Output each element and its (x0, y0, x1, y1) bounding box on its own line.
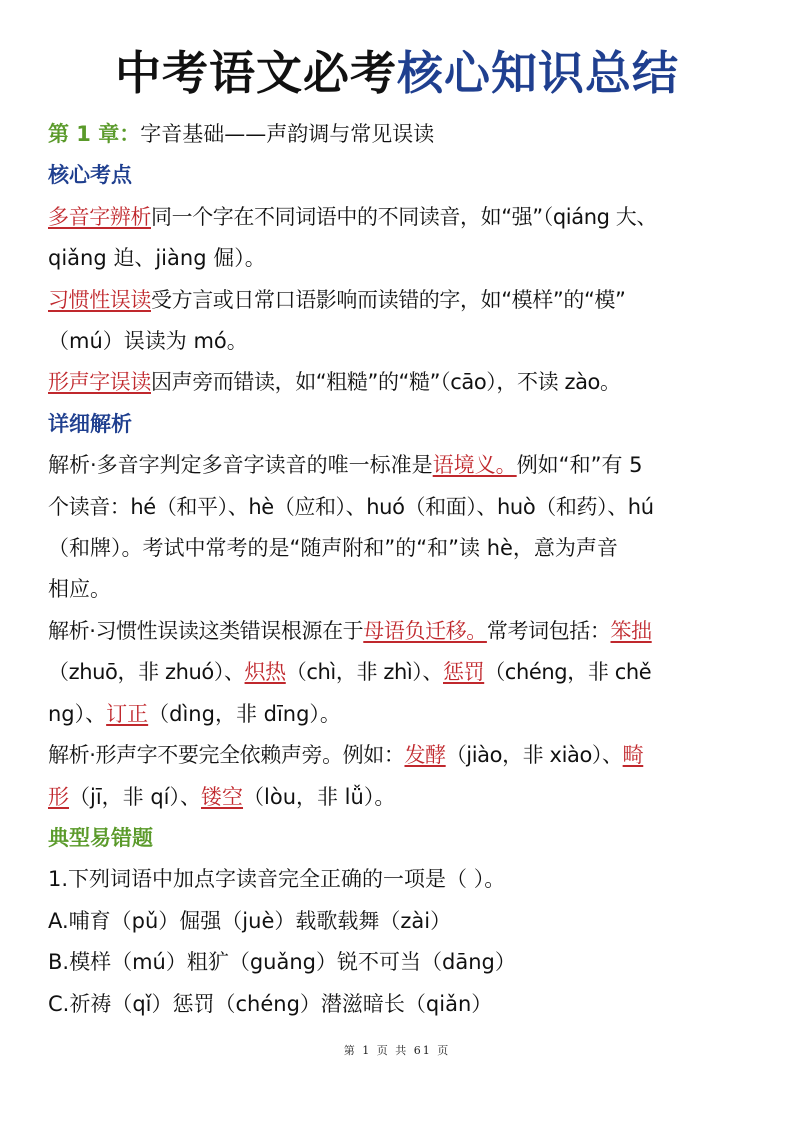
core-point-3-text: 因声旁而错读，如“粗糙”的“糙”（cāo），不读 zào。 (151, 370, 621, 395)
analysis-2-word-4: 订正 (106, 701, 149, 726)
analysis-2-line-2 (48, 652, 748, 693)
analysis-2-text-5: （dìng，非 dīng）。 (148, 701, 341, 726)
section-heading-detail: 详细解析 (48, 411, 132, 436)
analysis-3-line-1 (48, 735, 748, 776)
core-point-1-text: 同一个字在不同词语中的不同读音，如“强”（qiáng 大、 (151, 204, 658, 229)
analysis-2-text-3: （chéng，非 chě (484, 660, 652, 685)
analysis-3-word-2-part-2: 形 (48, 784, 69, 809)
question-option-c: C.祈祷（qǐ）惩罚（chéng）潜滋暗长（qiǎn） (48, 991, 493, 1016)
analysis-1-line-2: 个读音：hé（和平）、hè（应和）、huó（和面）、huò（和药）、hú (48, 494, 654, 519)
core-point-1-term: 多音字辨析 (48, 204, 151, 229)
chapter-label: 第 1 章： (48, 122, 141, 146)
analysis-2-text-2: （chì，非 zhì）、 (285, 660, 443, 685)
analysis-3-prefix: 解析·形声字不要完全依赖声旁。例如： (48, 743, 405, 768)
content-body (48, 114, 748, 1025)
analysis-3-text-3: （lòu，非 lǚ）。 (243, 784, 396, 809)
core-point-2-line-1 (48, 280, 748, 321)
analysis-3-line-2 (48, 777, 748, 818)
analysis-1-key-term: 语境义。 (432, 453, 517, 478)
analysis-3-word-2-part-1: 畸 (622, 743, 644, 768)
analysis-2-prefix: 解析·习惯性误读这类错误根源在于 (48, 618, 364, 643)
analysis-2-word-3: 惩罚 (443, 660, 485, 685)
analysis-1-line-1 (48, 445, 748, 486)
analysis-1-line-4: 相应。 (48, 577, 111, 602)
title-part-blue: 核心知识总结 (397, 46, 679, 100)
analysis-3-word-3: 镂空 (201, 784, 244, 809)
question-option-b: B.模样（mú）粗犷（guǎng）锐不可当（dāng） (48, 950, 516, 975)
analysis-2-word-1: 笨拙 (610, 618, 652, 643)
core-point-1-line-1 (48, 197, 748, 238)
title-part-dark: 中考语文必考 (115, 46, 397, 100)
question-stem: 1.下列词语中加点字读音完全正确的一项是（ ）。 (48, 867, 506, 892)
analysis-3-text-2: （jī，非 qí）、 (69, 784, 202, 809)
core-point-3-term: 形声字误读 (48, 370, 151, 395)
analysis-2-line-1 (48, 611, 748, 652)
analysis-1-line-3: （和牌）。考试中常考的是“随声附和”的“和”读 hè，意为声音 (48, 536, 618, 561)
page-footer: 第 1 页 共 61 页 (343, 1044, 451, 1057)
core-point-2-line-2: （mú）误读为 mó。 (48, 329, 248, 354)
chapter-title: 字音基础——声韵调与常见误读 (140, 122, 435, 146)
analysis-3-text-1: （jiào，非 xiào）、 (445, 743, 623, 768)
core-point-2-text: 受方言或日常口语影响而读错的字，如“模样”的“模” (151, 287, 626, 312)
core-point-1-line-2: qiǎng 迫、jiàng 倔）。 (48, 246, 266, 271)
analysis-2-word-2: 炽热 (244, 660, 286, 685)
analysis-2-line-3 (48, 694, 748, 735)
analysis-2-text-1: （zhuō，非 zhuó）、 (48, 660, 245, 685)
analysis-3-word-1: 发酵 (404, 743, 446, 768)
section-heading-core: 核心考点 (48, 163, 132, 188)
analysis-2-mid: 常考词包括： (486, 618, 611, 643)
core-point-3-line-1 (48, 362, 748, 403)
analysis-2-key-term: 母语负迁移。 (363, 618, 487, 643)
section-heading-errors: 典型易错题 (48, 825, 153, 850)
analysis-1-prefix: 解析·多音字判定多音字读音的唯一标准是 (48, 453, 433, 478)
question-option-a: A.哺育（pǔ）倔强（juè）载歌载舞（zài） (48, 908, 452, 933)
core-point-2-term: 习惯性误读 (48, 287, 151, 312)
chapter-heading (48, 114, 748, 155)
analysis-2-text-4: ng）、 (48, 701, 107, 726)
analysis-1-suffix: 例如“和”有 5 (516, 453, 643, 478)
page-title (0, 38, 794, 108)
